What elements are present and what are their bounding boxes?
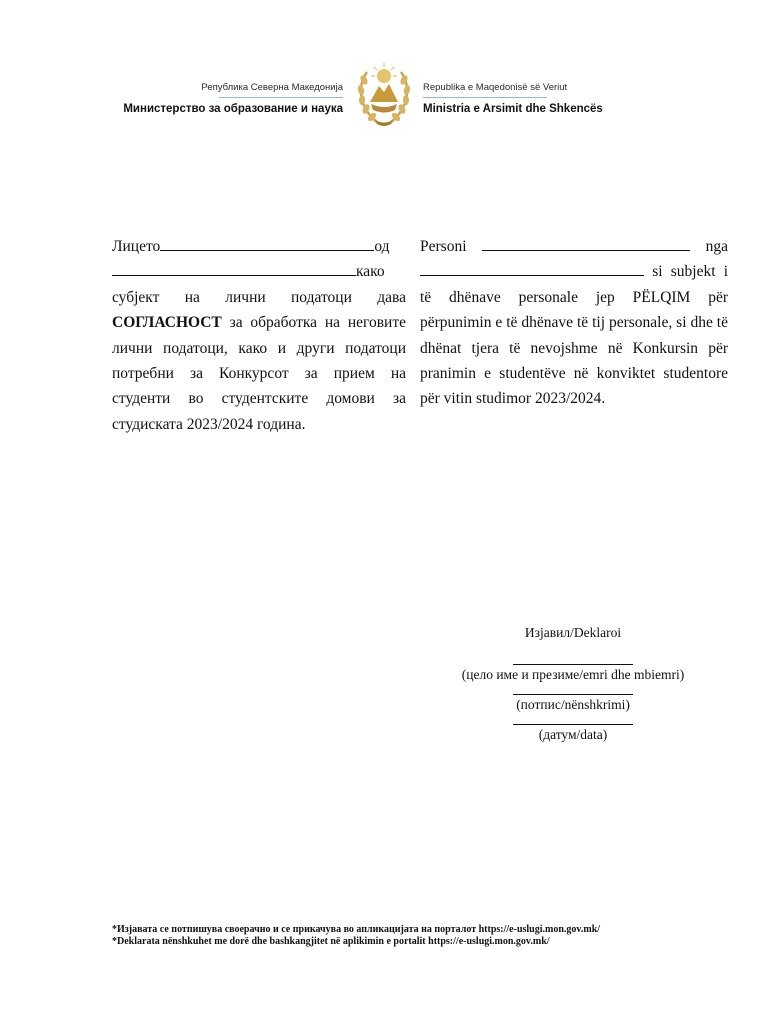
date-caption: (датум/data) bbox=[538, 727, 608, 742]
ministry-name-sq: Ministria e Arsimit dhe Shkencës bbox=[423, 103, 603, 115]
signature-caption: (потпис/nënshkrimi) bbox=[516, 697, 630, 712]
name-caption: (цело име и презиме/emri dhe mbiemri) bbox=[461, 667, 685, 682]
ministry-name-mk: Министерство за образование и наука bbox=[123, 103, 343, 115]
state-emblem-icon bbox=[355, 58, 413, 128]
country-name-sq: Republika e Maqedonisë së Veriut bbox=[423, 82, 568, 93]
consent-text-macedonian bbox=[112, 234, 406, 437]
footnotes bbox=[112, 924, 658, 948]
person-name-blank-mk bbox=[160, 235, 374, 251]
footnote-sq: *Deklarata nënshkuhet me dorë dhe bashkangjitet në aplikimin e portalit https://e-uslugi.mon.gov.mk/ bbox=[112, 936, 550, 947]
person-label-mk: Лицето bbox=[112, 238, 161, 255]
letterhead-rule-left bbox=[219, 97, 343, 98]
consent-keyword-mk: СОГЛАСНОСТ bbox=[112, 314, 222, 332]
declarant-label: Изјавил/Deklaroi bbox=[524, 625, 622, 640]
consent-body-sq: si subjekt i të dhënave personale jep PËLQIM për përpunimin e të dhënave të tij personale, si dhe të dhënat tjera të nevojshme në Konkursin për pranimin e studentëve në konviktet studentore për vitin studimor 2023/2024. bbox=[420, 263, 729, 408]
place-blank-sq bbox=[420, 260, 644, 276]
date-line bbox=[513, 724, 633, 725]
country-name-mk: Република Северна Македонија bbox=[201, 82, 343, 93]
person-label-sq: Personi bbox=[420, 238, 467, 255]
consent-intro-mk: субјект на лични податоци дава bbox=[112, 288, 406, 306]
person-name-blank-sq bbox=[482, 235, 690, 251]
name-line bbox=[513, 664, 633, 665]
letterhead-albanian bbox=[423, 82, 603, 116]
consent-text-albanian bbox=[420, 234, 728, 412]
letterhead-rule-right bbox=[423, 97, 547, 98]
place-blank-mk bbox=[112, 260, 356, 276]
consent-body-mk: за обработка на неговите лични податоци, како и други податоци потребни за Конкурсот за прием на студенти во студентските домови за студиската 2023/2024 година. bbox=[112, 314, 406, 433]
from-label-mk: од bbox=[374, 238, 390, 255]
letterhead bbox=[0, 58, 768, 142]
signature-line bbox=[513, 694, 633, 695]
footnote-mk: *Изјавата се потпишува своерачно и се прикачува во апликацијата на порталот https://e-uslugi.mon.gov.mk/ bbox=[112, 924, 601, 935]
signature-block bbox=[420, 624, 726, 754]
as-label-mk: како bbox=[356, 263, 385, 281]
from-label-sq: nga bbox=[705, 238, 729, 255]
letterhead-macedonian bbox=[123, 82, 343, 116]
